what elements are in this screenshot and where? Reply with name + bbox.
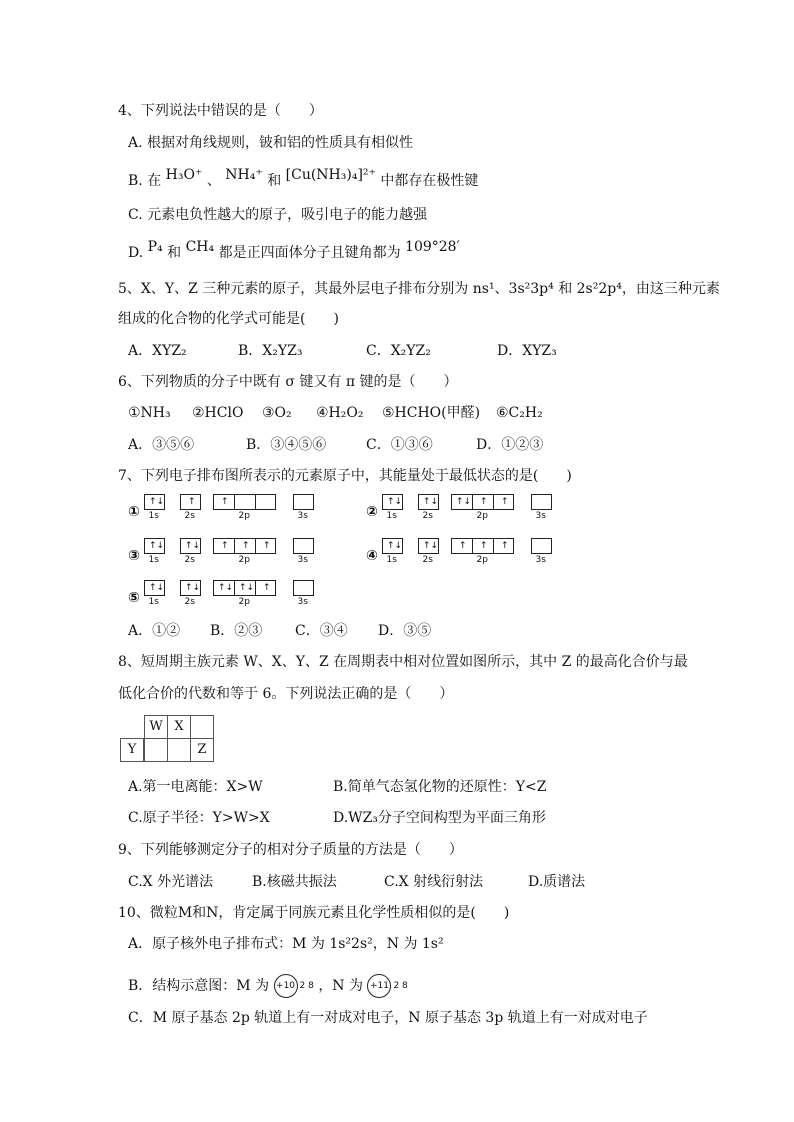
orbital-box-1s [144, 494, 165, 510]
q4-b-ion3: [Cu(NH₃)₄]²⁺ [285, 167, 376, 183]
q9-option-a: C.X 外光谱法 [128, 874, 214, 890]
orbital-label: 1s [148, 511, 159, 521]
q4-b-and: 和 [267, 173, 282, 189]
orbital-box-2p [213, 538, 276, 554]
q6-item-4: ④H₂O₂ [316, 405, 364, 421]
orbital-cell [145, 581, 166, 595]
q4-b-prefix: B. 在 [128, 173, 162, 189]
q6-item-1: ①NH₃ [128, 405, 171, 421]
q10-b-prefix: B．结构示意图：M 为 [128, 978, 270, 994]
orbital-label: 3s [535, 555, 546, 565]
q6-item-5: ⑤HCHO(甲醛) [382, 405, 481, 421]
q4-d-text: 都是正四面体分子且键角都为 [218, 245, 401, 261]
orbital-label: 1s [148, 555, 159, 565]
q10-b-mid: ，N 为 [318, 978, 364, 994]
orbital-cell [256, 581, 277, 595]
orbital-cell [214, 581, 235, 595]
q6-option-d: D．①②③ [476, 437, 544, 453]
orbital-label: 2s [184, 555, 195, 565]
q10-option-b [128, 974, 408, 998]
atom-structure-m [274, 974, 314, 998]
q4-b-ion1: H₃O⁺ [165, 167, 203, 183]
orbital-box-3s [293, 538, 314, 554]
orbital-cell [181, 495, 202, 509]
orbital-diagram-number: ④ [366, 548, 378, 564]
q4-d-and: 和 [167, 245, 182, 261]
q6-stem: 6、下列物质的分子中既有 σ 键又有 π 键的是（ ） [118, 374, 458, 390]
q8-option-a: A.第一电离能：X>W [128, 779, 263, 795]
q4-b-sep: 、 [206, 173, 221, 189]
single-electron-arrow: ↑ [242, 541, 250, 551]
q4-option-a: A. 根据对角线规则，铍和铝的性质具有相似性 [128, 135, 414, 151]
orbital-label: 2p [238, 555, 250, 565]
orbital-cell [383, 539, 404, 553]
orbital-cell [256, 495, 277, 509]
single-electron-arrow: ↑ [263, 583, 271, 593]
orbital-box-3s [531, 538, 552, 554]
paired-electron-arrows: ↑↓ [387, 497, 403, 507]
single-electron-arrow: ↑ [221, 497, 229, 507]
orbital-cell [214, 495, 235, 509]
single-electron-arrow: ↑ [263, 541, 271, 551]
pt-cell-y: Y [120, 738, 144, 762]
orbital-box-1s [144, 580, 165, 596]
q9-option-d: D.质谱法 [528, 874, 586, 890]
orbital-box-1s [144, 538, 165, 554]
q4-option-d [128, 239, 460, 263]
orbital-box-2s [418, 494, 439, 510]
orbital-label: 2s [184, 597, 195, 607]
orbital-cell [256, 539, 277, 553]
orbital-cell [452, 539, 473, 553]
paired-electron-arrows: ↑↓ [423, 541, 439, 551]
q5-option-d: D．XYZ₃ [497, 343, 557, 359]
orbital-cell [294, 495, 315, 509]
orbital-label: 3s [535, 511, 546, 521]
q6-item-6: ⑥C₂H₂ [496, 405, 543, 421]
orbital-box-3s [531, 494, 552, 510]
pt-cell-x: X [167, 715, 191, 739]
single-electron-arrow: ↑ [480, 497, 488, 507]
orbital-label: 2s [422, 511, 433, 521]
pt-cell-empty-2 [167, 738, 191, 762]
paired-electron-arrows: ↑↓ [423, 497, 439, 507]
nucleus-n: +11 [367, 974, 391, 998]
q7-option-a: A．①② [128, 623, 181, 639]
orbital-box-2s [418, 538, 439, 554]
orbital-cell [294, 581, 315, 595]
q5-stem-line2: 组成的化合物的化学式可能是( ) [118, 311, 339, 327]
paired-electron-arrows: ↑↓ [387, 541, 403, 551]
q5-stem-line1: 5、X、Y、Z 三种元素的原子，其最外层电子排布分别为 ns¹、3s²3p⁴ 和 2s²2p⁴，由这三种元素 [118, 281, 720, 297]
pt-cell-z: Z [190, 738, 214, 762]
orbital-label: 3s [297, 511, 308, 521]
orbital-label: 2p [238, 597, 250, 607]
orbital-box-2s [180, 580, 201, 596]
q8-option-c: C.原子半径：Y>W>X [128, 810, 270, 826]
single-electron-arrow: ↑ [221, 541, 229, 551]
paired-electron-arrows: ↑↓ [218, 583, 234, 593]
orbital-cell [419, 539, 440, 553]
paired-electron-arrows: ↑↓ [149, 497, 165, 507]
orbital-diagram-number: ③ [128, 548, 140, 564]
orbital-cell [235, 539, 256, 553]
pt-cell-w: W [144, 715, 168, 739]
q6-option-b: B．③④⑤⑥ [246, 437, 327, 453]
orbital-cell [181, 581, 202, 595]
q4-d-prefix: D. [128, 245, 148, 261]
single-electron-arrow: ↑ [480, 541, 488, 551]
orbital-cell [235, 581, 256, 595]
orbital-label: 3s [297, 555, 308, 565]
shells-m: 2 8 [299, 981, 314, 991]
q10-stem: 10、微粒M和N，肯定属于同族元素且化学性质相似的是( ) [118, 905, 510, 921]
q10-option-a: A．原子核外电子排布式：M 为 1s²2s²，N 为 1s² [128, 936, 444, 952]
q8-stem-line2: 低化合价的代数和等于 6。下列说法正确的是（ ） [118, 686, 454, 702]
orbital-box-2p [451, 538, 514, 554]
orbital-cell [145, 539, 166, 553]
orbital-cell [494, 495, 515, 509]
orbital-box-3s [293, 580, 314, 596]
q10-option-c: C．M 原子基态 2p 轨道上有一对成对电子，N 原子基态 3p 轨道上有一对成对电子 [128, 1010, 648, 1026]
single-electron-arrow: ↑ [459, 541, 467, 551]
paired-electron-arrows: ↑↓ [185, 541, 201, 551]
q6-item-2: ②HClO [192, 405, 244, 421]
orbital-cell [383, 495, 404, 509]
nucleus-m: +10 [274, 974, 298, 998]
q7-option-b: B．②③ [210, 623, 263, 639]
q4-d-angle: 109°28′ [405, 239, 460, 255]
paired-electron-arrows: ↑↓ [185, 583, 201, 593]
orbital-box-2p [213, 580, 276, 596]
orbital-label: 1s [148, 597, 159, 607]
q4-d-ch4: CH₄ [185, 239, 215, 255]
q4-b-ion2: NH₄⁺ [225, 167, 263, 183]
orbital-cell [532, 495, 553, 509]
orbital-box-2s [180, 494, 201, 510]
q8-option-d: D.WZ₃分子空间构型为平面三角形 [333, 810, 546, 826]
orbital-cell [294, 539, 315, 553]
orbital-cell [532, 539, 553, 553]
orbital-label: 1s [386, 555, 397, 565]
q8-option-b: B.简单气态氢化物的还原性：Y<Z [333, 779, 547, 795]
orbital-cell [419, 495, 440, 509]
q6-option-a: A．③⑤⑥ [128, 437, 195, 453]
q6-option-c: C．①③⑥ [366, 437, 433, 453]
q8-stem-line1: 8、短周期主族元素 W、X、Y、Z 在周期表中相对位置如图所示，其中 Z 的最高化合价与最 [118, 654, 688, 670]
orbital-cell [473, 539, 494, 553]
q4-stem: 4、下列说法中错误的是（ ） [118, 103, 323, 119]
orbital-label: 2p [238, 511, 250, 521]
q4-option-c: C. 元素电负性越大的原子，吸引电子的能力越强 [128, 207, 428, 223]
q7-stem: 7、下列电子排布图所表示的元素原子中，其能量处于最低状态的是( ) [118, 468, 572, 484]
q6-item-3: ③O₂ [262, 405, 292, 421]
paired-electron-arrows: ↑↓ [149, 541, 165, 551]
orbital-cell [181, 539, 202, 553]
q4-d-p4: P₄ [147, 239, 163, 255]
q4-option-b [128, 167, 479, 191]
q5-option-a: A．XYZ₂ [128, 343, 187, 359]
q5-option-b: B．X₂YZ₃ [238, 343, 303, 359]
atom-structure-n [367, 974, 407, 998]
shells-n: 2 8 [393, 981, 408, 991]
single-electron-arrow: ↑ [501, 541, 509, 551]
paired-electron-arrows: ↑↓ [149, 583, 165, 593]
q7-option-c: C．③④ [295, 623, 348, 639]
paired-electron-arrows: ↑↓ [456, 497, 472, 507]
q9-option-b: B.核磁共振法 [252, 874, 337, 890]
orbital-cell [473, 495, 494, 509]
orbital-diagram-number: ① [128, 504, 140, 520]
orbital-cell [235, 495, 256, 509]
orbital-box-3s [293, 494, 314, 510]
orbital-diagram-number: ② [366, 504, 378, 520]
orbital-cell [214, 539, 235, 553]
orbital-box-1s [382, 538, 403, 554]
q5-option-c: C．X₂YZ₂ [366, 343, 431, 359]
pt-cell-empty-1 [144, 738, 168, 762]
orbital-label: 3s [297, 597, 308, 607]
single-electron-arrow: ↑ [188, 497, 196, 507]
orbital-box-2p [213, 494, 276, 510]
orbital-label: 2p [476, 555, 488, 565]
q4-b-suffix: 中都存在极性键 [380, 173, 479, 189]
q9-stem: 9、下列能够测定分子的相对分子质量的方法是（ ） [118, 842, 463, 858]
orbital-diagram-number: ⑤ [128, 590, 140, 606]
orbital-label: 2s [422, 555, 433, 565]
single-electron-arrow: ↑ [501, 497, 509, 507]
orbital-cell [494, 539, 515, 553]
q7-option-d: D．③⑤ [378, 623, 432, 639]
orbital-cell [452, 495, 473, 509]
orbital-label: 2s [184, 511, 195, 521]
orbital-label: 2p [476, 511, 488, 521]
paired-electron-arrows: ↑↓ [239, 583, 255, 593]
q9-option-c: C.X 射线衍射法 [384, 874, 484, 890]
pt-cell-empty-top [190, 715, 214, 739]
orbital-box-2p [451, 494, 514, 510]
orbital-cell [145, 495, 166, 509]
orbital-box-2s [180, 538, 201, 554]
orbital-box-1s [382, 494, 403, 510]
orbital-label: 1s [386, 511, 397, 521]
